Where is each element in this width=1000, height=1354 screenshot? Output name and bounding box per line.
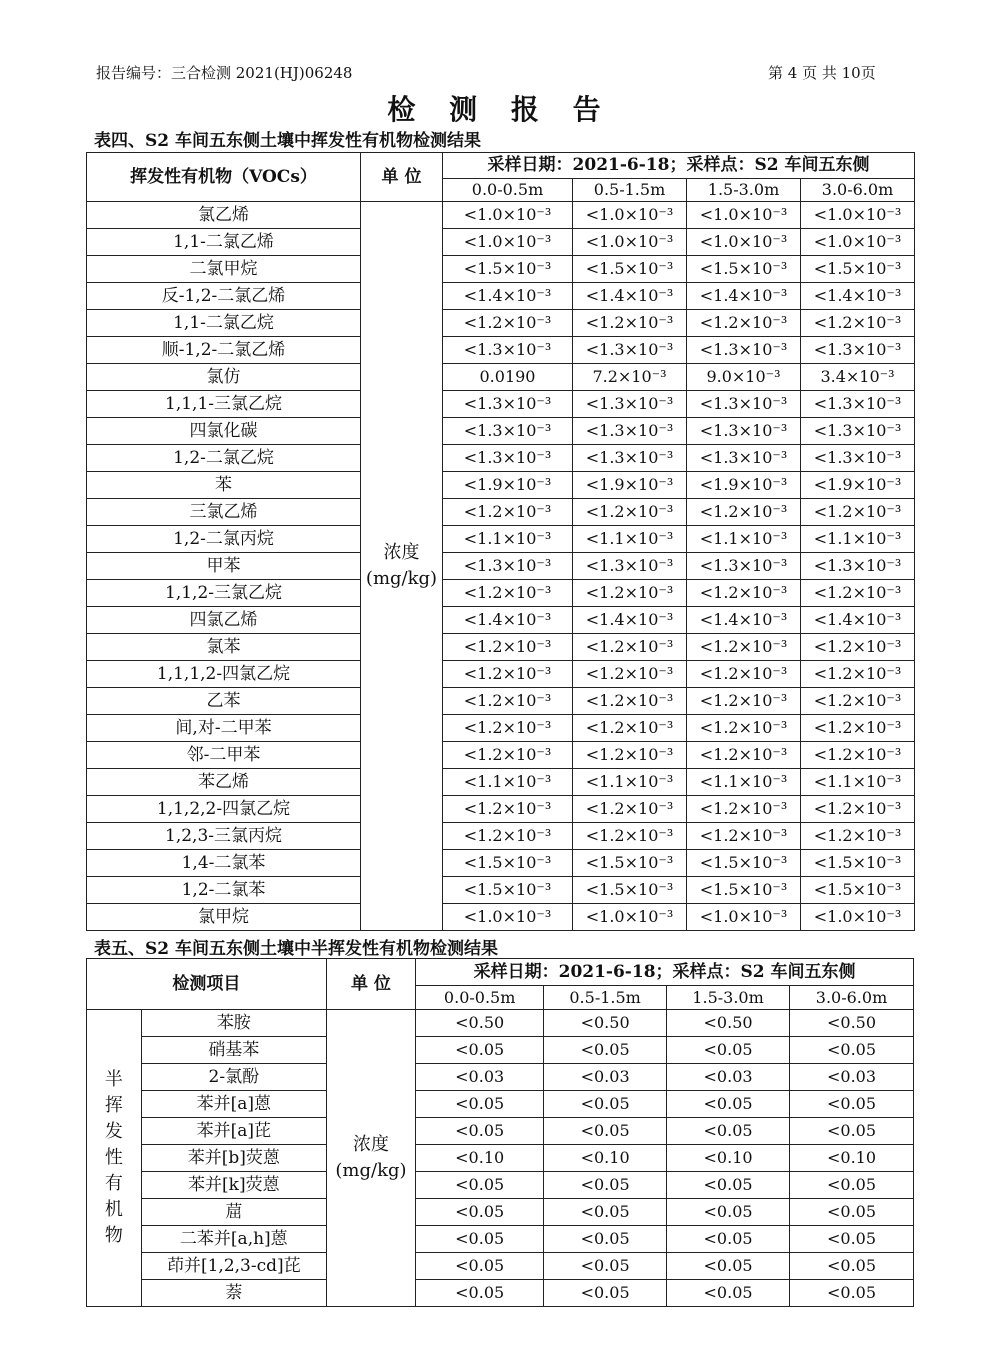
value-cell: <0.05 xyxy=(544,1226,667,1253)
value-cell: <1.5×10⁻³ xyxy=(801,877,915,904)
value-cell: <1.2×10⁻³ xyxy=(573,796,687,823)
value-cell: <1.4×10⁻³ xyxy=(443,283,573,310)
value-cell: <0.05 xyxy=(667,1280,790,1307)
value-cell: <0.05 xyxy=(544,1172,667,1199)
compound-name: 氯仿 xyxy=(87,364,361,391)
table5-caption: 表五、S2 车间五东侧土壤中半挥发性有机物检测结果 xyxy=(94,939,499,959)
compound-name: 甲苯 xyxy=(87,553,361,580)
value-cell: <1.9×10⁻³ xyxy=(687,472,801,499)
value-cell: <1.0×10⁻³ xyxy=(443,202,573,229)
compound-name: 1,1,2-三氯乙烷 xyxy=(87,580,361,607)
value-cell: <1.3×10⁻³ xyxy=(573,445,687,472)
table-row xyxy=(87,661,915,688)
value-cell: <1.2×10⁻³ xyxy=(801,688,915,715)
compound-name: 1,1-二氯乙烯 xyxy=(87,229,361,256)
compound-name: 2-氯酚 xyxy=(141,1064,326,1091)
table-row xyxy=(87,1064,914,1091)
table-row xyxy=(87,1091,914,1118)
header-depth: 1.5-3.0m xyxy=(667,986,790,1010)
table-row xyxy=(87,229,915,256)
value-cell: <1.5×10⁻³ xyxy=(443,850,573,877)
compound-name: 苯并[a]蒽 xyxy=(141,1091,326,1118)
header-depth: 0.0-0.5m xyxy=(416,986,544,1010)
value-cell: <1.0×10⁻³ xyxy=(443,229,573,256)
value-cell: <1.2×10⁻³ xyxy=(573,661,687,688)
table-row xyxy=(87,445,915,472)
value-cell: <1.4×10⁻³ xyxy=(801,607,915,634)
compound-name: 苯 xyxy=(87,472,361,499)
compound-name: 邻-二甲苯 xyxy=(87,742,361,769)
value-cell: <1.0×10⁻³ xyxy=(573,229,687,256)
table-row xyxy=(87,1118,914,1145)
compound-name: 顺-1,2-二氯乙烯 xyxy=(87,337,361,364)
compound-name: 四氯乙烯 xyxy=(87,607,361,634)
value-cell: <1.2×10⁻³ xyxy=(573,634,687,661)
value-cell: <1.5×10⁻³ xyxy=(801,850,915,877)
value-cell: <1.2×10⁻³ xyxy=(801,499,915,526)
value-cell: <1.2×10⁻³ xyxy=(801,580,915,607)
header-sampling: 采样日期：2021-6-18；采样点：S2 车间五东侧 xyxy=(443,153,915,179)
header-sampling: 采样日期：2021-6-18；采样点：S2 车间五东侧 xyxy=(416,959,914,986)
table-row xyxy=(87,715,915,742)
table-row xyxy=(87,364,915,391)
value-cell: <1.2×10⁻³ xyxy=(687,499,801,526)
value-cell: <1.2×10⁻³ xyxy=(443,796,573,823)
value-cell: <1.5×10⁻³ xyxy=(687,256,801,283)
value-cell: <1.2×10⁻³ xyxy=(687,823,801,850)
value-cell: <1.4×10⁻³ xyxy=(687,607,801,634)
value-cell: <1.5×10⁻³ xyxy=(443,877,573,904)
table-row xyxy=(87,310,915,337)
compound-name: 二氯甲烷 xyxy=(87,256,361,283)
value-cell: <1.3×10⁻³ xyxy=(687,391,801,418)
group-label: 半挥发性有机物 xyxy=(87,1010,142,1307)
table-row xyxy=(87,607,915,634)
value-cell: <0.05 xyxy=(544,1091,667,1118)
table-row xyxy=(87,634,915,661)
table-row xyxy=(87,202,915,229)
value-cell: <1.2×10⁻³ xyxy=(443,310,573,337)
voc-results-table xyxy=(86,152,915,931)
value-cell: <0.05 xyxy=(544,1199,667,1226)
table-row xyxy=(87,1280,914,1307)
value-cell: <1.2×10⁻³ xyxy=(801,715,915,742)
value-cell: <1.3×10⁻³ xyxy=(801,445,915,472)
table-row xyxy=(87,1010,914,1037)
value-cell: <1.9×10⁻³ xyxy=(443,472,573,499)
table-row xyxy=(87,1253,914,1280)
value-cell: <0.03 xyxy=(790,1064,914,1091)
value-cell: <0.50 xyxy=(667,1010,790,1037)
table4-caption: 表四、S2 车间五东侧土壤中挥发性有机物检测结果 xyxy=(94,131,482,151)
table-row xyxy=(87,337,915,364)
value-cell: <0.05 xyxy=(790,1253,914,1280)
value-cell: <1.3×10⁻³ xyxy=(801,391,915,418)
compound-name: 1,2-二氯乙烷 xyxy=(87,445,361,472)
compound-name: 1,1,1-三氯乙烷 xyxy=(87,391,361,418)
value-cell: 9.0×10⁻³ xyxy=(687,364,801,391)
value-cell: <1.0×10⁻³ xyxy=(687,229,801,256)
unit-cell: 浓度 (mg/kg) xyxy=(361,202,443,931)
value-cell: <1.2×10⁻³ xyxy=(573,310,687,337)
value-cell: <0.05 xyxy=(416,1037,544,1064)
value-cell: <0.10 xyxy=(790,1145,914,1172)
compound-name: 1,4-二氯苯 xyxy=(87,850,361,877)
compound-name: 1,1,1,2-四氯乙烷 xyxy=(87,661,361,688)
value-cell: <1.2×10⁻³ xyxy=(443,580,573,607)
value-cell: <0.50 xyxy=(544,1010,667,1037)
value-cell: <0.05 xyxy=(790,1199,914,1226)
value-cell: <1.4×10⁻³ xyxy=(573,607,687,634)
value-cell: <1.2×10⁻³ xyxy=(687,796,801,823)
table-row xyxy=(87,1226,914,1253)
value-cell: <1.5×10⁻³ xyxy=(801,256,915,283)
value-cell: <1.2×10⁻³ xyxy=(573,499,687,526)
value-cell: <1.5×10⁻³ xyxy=(573,877,687,904)
value-cell: <1.1×10⁻³ xyxy=(573,769,687,796)
table-row xyxy=(87,580,915,607)
table-row xyxy=(87,877,915,904)
value-cell: <0.05 xyxy=(667,1037,790,1064)
value-cell: <1.3×10⁻³ xyxy=(801,553,915,580)
table-row xyxy=(87,1199,914,1226)
header-item: 挥发性有机物（VOCs） xyxy=(87,153,361,202)
compound-name: 苯并[b]荧蒽 xyxy=(141,1145,326,1172)
value-cell: <1.4×10⁻³ xyxy=(443,607,573,634)
value-cell: <1.5×10⁻³ xyxy=(573,256,687,283)
table-row xyxy=(87,850,915,877)
compound-name: 1,1-二氯乙烷 xyxy=(87,310,361,337)
value-cell: <1.2×10⁻³ xyxy=(687,580,801,607)
value-cell: <0.05 xyxy=(416,1172,544,1199)
value-cell: <1.2×10⁻³ xyxy=(687,688,801,715)
compound-name: 苯乙烯 xyxy=(87,769,361,796)
compound-name: 二苯并[a,h]蒽 xyxy=(141,1226,326,1253)
header-depth: 0.5-1.5m xyxy=(544,986,667,1010)
value-cell: <1.1×10⁻³ xyxy=(443,769,573,796)
value-cell: 7.2×10⁻³ xyxy=(573,364,687,391)
value-cell: <0.05 xyxy=(790,1037,914,1064)
value-cell: <1.2×10⁻³ xyxy=(573,580,687,607)
value-cell: <0.05 xyxy=(416,1199,544,1226)
header-depth: 0.0-0.5m xyxy=(443,179,573,202)
value-cell: <1.2×10⁻³ xyxy=(573,823,687,850)
value-cell: <1.0×10⁻³ xyxy=(573,202,687,229)
table-row xyxy=(87,283,915,310)
value-cell: <1.3×10⁻³ xyxy=(801,337,915,364)
value-cell: <1.0×10⁻³ xyxy=(801,202,915,229)
compound-name: 四氯化碳 xyxy=(87,418,361,445)
value-cell: <1.3×10⁻³ xyxy=(443,391,573,418)
table-row xyxy=(87,391,915,418)
value-cell: <1.1×10⁻³ xyxy=(687,769,801,796)
value-cell: <1.0×10⁻³ xyxy=(687,904,801,931)
value-cell: <0.05 xyxy=(667,1199,790,1226)
value-cell: <1.3×10⁻³ xyxy=(443,418,573,445)
value-cell: <0.05 xyxy=(667,1091,790,1118)
value-cell: <1.0×10⁻³ xyxy=(687,202,801,229)
value-cell: <0.05 xyxy=(416,1226,544,1253)
table-row xyxy=(87,499,915,526)
compound-name: 䓛 xyxy=(141,1199,326,1226)
value-cell: <1.5×10⁻³ xyxy=(443,256,573,283)
compound-name: 乙苯 xyxy=(87,688,361,715)
value-cell: <1.2×10⁻³ xyxy=(801,634,915,661)
value-cell: <0.50 xyxy=(790,1010,914,1037)
value-cell: <1.5×10⁻³ xyxy=(687,877,801,904)
value-cell: <0.05 xyxy=(790,1091,914,1118)
value-cell: <1.2×10⁻³ xyxy=(573,688,687,715)
value-cell: <0.03 xyxy=(544,1064,667,1091)
svoc-results-table xyxy=(86,958,914,1307)
table-row xyxy=(87,688,915,715)
compound-name: 苯胺 xyxy=(141,1010,326,1037)
value-cell: <1.3×10⁻³ xyxy=(573,418,687,445)
value-cell: <0.03 xyxy=(667,1064,790,1091)
value-cell: <0.05 xyxy=(667,1118,790,1145)
value-cell: <1.0×10⁻³ xyxy=(801,229,915,256)
value-cell: <0.05 xyxy=(790,1280,914,1307)
value-cell: <1.4×10⁻³ xyxy=(687,283,801,310)
value-cell: <0.05 xyxy=(790,1118,914,1145)
table-row xyxy=(87,904,915,931)
value-cell: <1.1×10⁻³ xyxy=(573,526,687,553)
value-cell: <0.05 xyxy=(544,1280,667,1307)
value-cell: <0.05 xyxy=(667,1172,790,1199)
header-depth: 1.5-3.0m xyxy=(687,179,801,202)
value-cell: <1.2×10⁻³ xyxy=(443,634,573,661)
compound-name: 硝基苯 xyxy=(141,1037,326,1064)
value-cell: <1.3×10⁻³ xyxy=(443,445,573,472)
header-depth: 0.5-1.5m xyxy=(573,179,687,202)
value-cell: <1.2×10⁻³ xyxy=(801,823,915,850)
compound-name: 苯并[k]荧蒽 xyxy=(141,1172,326,1199)
value-cell: <1.3×10⁻³ xyxy=(573,337,687,364)
value-cell: <0.05 xyxy=(544,1253,667,1280)
value-cell: 0.0190 xyxy=(443,364,573,391)
value-cell: <0.05 xyxy=(416,1118,544,1145)
value-cell: <1.9×10⁻³ xyxy=(573,472,687,499)
value-cell: <1.2×10⁻³ xyxy=(801,661,915,688)
value-cell: <1.2×10⁻³ xyxy=(801,310,915,337)
table-row xyxy=(87,796,915,823)
value-cell: <1.2×10⁻³ xyxy=(801,796,915,823)
value-cell: <1.2×10⁻³ xyxy=(573,742,687,769)
table-row xyxy=(87,418,915,445)
value-cell: <1.2×10⁻³ xyxy=(687,634,801,661)
value-cell: <1.2×10⁻³ xyxy=(443,823,573,850)
value-cell: <1.1×10⁻³ xyxy=(443,526,573,553)
value-cell: <0.05 xyxy=(416,1280,544,1307)
table-row xyxy=(87,1172,914,1199)
compound-name: 反-1,2-二氯乙烯 xyxy=(87,283,361,310)
compound-name: 三氯乙烯 xyxy=(87,499,361,526)
value-cell: <1.4×10⁻³ xyxy=(801,283,915,310)
header-depth: 3.0-6.0m xyxy=(790,986,914,1010)
value-cell: <1.3×10⁻³ xyxy=(443,337,573,364)
value-cell: <1.2×10⁻³ xyxy=(443,715,573,742)
value-cell: <1.5×10⁻³ xyxy=(573,850,687,877)
value-cell: <1.0×10⁻³ xyxy=(443,904,573,931)
compound-name: 1,2-二氯丙烷 xyxy=(87,526,361,553)
value-cell: <1.3×10⁻³ xyxy=(687,553,801,580)
value-cell: <0.05 xyxy=(667,1226,790,1253)
header-unit: 单 位 xyxy=(361,153,443,202)
value-cell: <0.05 xyxy=(544,1118,667,1145)
value-cell: <1.3×10⁻³ xyxy=(687,418,801,445)
table-row xyxy=(87,742,915,769)
value-cell: <1.0×10⁻³ xyxy=(801,904,915,931)
value-cell: <1.2×10⁻³ xyxy=(443,742,573,769)
value-cell: <0.05 xyxy=(790,1172,914,1199)
compound-name: 1,2,3-三氯丙烷 xyxy=(87,823,361,850)
value-cell: <1.1×10⁻³ xyxy=(801,769,915,796)
value-cell: <0.10 xyxy=(416,1145,544,1172)
value-cell: <1.2×10⁻³ xyxy=(443,688,573,715)
value-cell: <1.3×10⁻³ xyxy=(687,445,801,472)
table-row xyxy=(87,823,915,850)
value-cell: <0.10 xyxy=(667,1145,790,1172)
unit-cell: 浓度 (mg/kg) xyxy=(326,1010,415,1307)
document-title: 检 测 报 告 xyxy=(387,93,613,126)
compound-name: 1,2-二氯苯 xyxy=(87,877,361,904)
table-row xyxy=(87,1145,914,1172)
value-cell: <1.2×10⁻³ xyxy=(573,715,687,742)
report-number: 报告编号：三合检测 2021(HJ)06248 xyxy=(96,64,353,82)
value-cell: <0.05 xyxy=(667,1253,790,1280)
table-row xyxy=(87,256,915,283)
value-cell: <1.3×10⁻³ xyxy=(573,391,687,418)
value-cell: <1.2×10⁻³ xyxy=(443,661,573,688)
value-cell: 3.4×10⁻³ xyxy=(801,364,915,391)
value-cell: <1.3×10⁻³ xyxy=(573,553,687,580)
table-row xyxy=(87,553,915,580)
value-cell: <1.0×10⁻³ xyxy=(573,904,687,931)
value-cell: <0.05 xyxy=(416,1253,544,1280)
value-cell: <1.1×10⁻³ xyxy=(801,526,915,553)
value-cell: <1.3×10⁻³ xyxy=(687,337,801,364)
compound-name: 茚并[1,2,3-cd]芘 xyxy=(141,1253,326,1280)
value-cell: <1.9×10⁻³ xyxy=(801,472,915,499)
compound-name: 氯苯 xyxy=(87,634,361,661)
header-unit: 单 位 xyxy=(326,959,415,1010)
compound-name: 萘 xyxy=(141,1280,326,1307)
table-row xyxy=(87,526,915,553)
compound-name: 苯并[a]芘 xyxy=(141,1118,326,1145)
page-info: 第 4 页 共 10页 xyxy=(768,64,876,82)
header-item: 检测项目 xyxy=(87,959,327,1010)
value-cell: <1.5×10⁻³ xyxy=(687,850,801,877)
value-cell: <1.2×10⁻³ xyxy=(443,499,573,526)
value-cell: <0.10 xyxy=(544,1145,667,1172)
value-cell: <1.2×10⁻³ xyxy=(687,742,801,769)
value-cell: <1.3×10⁻³ xyxy=(801,418,915,445)
value-cell: <1.2×10⁻³ xyxy=(687,715,801,742)
header-depth: 3.0-6.0m xyxy=(801,179,915,202)
value-cell: <0.05 xyxy=(416,1091,544,1118)
table-row xyxy=(87,1037,914,1064)
value-cell: <1.3×10⁻³ xyxy=(443,553,573,580)
value-cell: <0.05 xyxy=(790,1226,914,1253)
table-row xyxy=(87,472,915,499)
compound-name: 1,1,2,2-四氯乙烷 xyxy=(87,796,361,823)
value-cell: <1.2×10⁻³ xyxy=(687,661,801,688)
value-cell: <1.1×10⁻³ xyxy=(687,526,801,553)
compound-name: 间,对-二甲苯 xyxy=(87,715,361,742)
value-cell: <1.4×10⁻³ xyxy=(573,283,687,310)
value-cell: <0.50 xyxy=(416,1010,544,1037)
compound-name: 氯乙烯 xyxy=(87,202,361,229)
compound-name: 氯甲烷 xyxy=(87,904,361,931)
table-row xyxy=(87,769,915,796)
value-cell: <1.2×10⁻³ xyxy=(687,310,801,337)
value-cell: <1.2×10⁻³ xyxy=(801,742,915,769)
value-cell: <0.05 xyxy=(544,1037,667,1064)
value-cell: <0.03 xyxy=(416,1064,544,1091)
